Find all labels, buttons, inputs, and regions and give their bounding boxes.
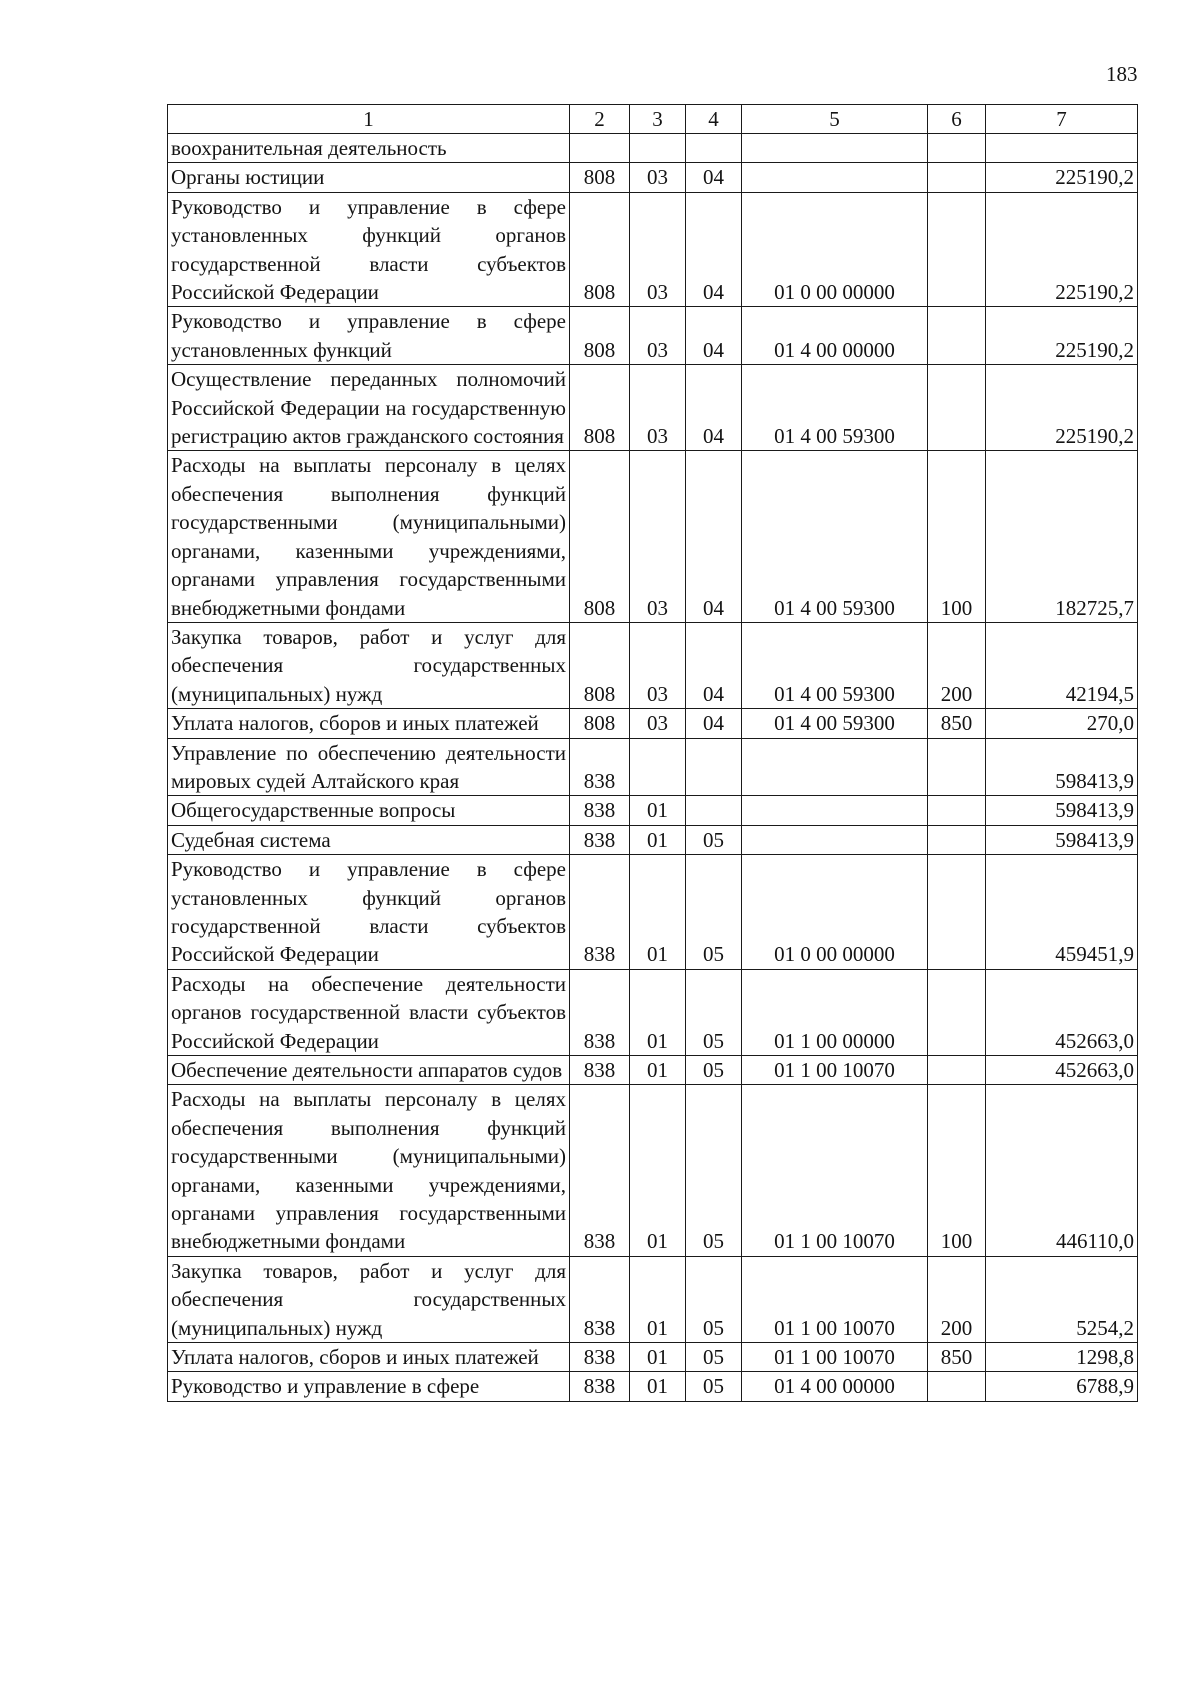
section-cell (630, 738, 686, 796)
section-cell: 01 (630, 1343, 686, 1372)
code-cell: 808 (570, 192, 630, 307)
section-cell: 01 (630, 1056, 686, 1085)
amount-cell: 6788,9 (986, 1372, 1138, 1401)
subsection-cell: 05 (686, 855, 742, 970)
row-name-cell: Судебная система (168, 825, 570, 854)
amount-cell: 182725,7 (986, 451, 1138, 622)
table-row (168, 1256, 1138, 1342)
subsection-cell: 04 (686, 451, 742, 622)
section-cell: 03 (630, 622, 686, 708)
budget-table (167, 104, 1138, 1402)
target-article-cell (742, 134, 928, 163)
row-name-cell: Руководство и управление в сфере установленных функций органов государственной власти субъектов Российской Федерации (168, 855, 570, 970)
section-cell: 01 (630, 1372, 686, 1401)
row-name-cell: Осуществление переданных полномочий Российской Федерации на государственную регистрацию актов гражданского состояния (168, 365, 570, 451)
expense-type-cell (928, 307, 986, 365)
target-article-cell: 01 1 00 10070 (742, 1056, 928, 1085)
amount-cell: 42194,5 (986, 622, 1138, 708)
table-row (168, 709, 1138, 738)
table-row (168, 969, 1138, 1055)
expense-type-cell: 100 (928, 451, 986, 622)
target-article-cell: 01 4 00 59300 (742, 622, 928, 708)
amount-cell: 225190,2 (986, 192, 1138, 307)
subsection-cell (686, 134, 742, 163)
expense-type-cell (928, 738, 986, 796)
row-name-cell: Уплата налогов, сборов и иных платежей (168, 1343, 570, 1372)
row-name-cell: Органы юстиции (168, 163, 570, 192)
code-cell: 808 (570, 451, 630, 622)
section-cell: 03 (630, 307, 686, 365)
code-cell: 808 (570, 365, 630, 451)
column-header: 4 (686, 105, 742, 134)
target-article-cell (742, 163, 928, 192)
target-article-cell: 01 0 00 00000 (742, 855, 928, 970)
table-body (168, 134, 1138, 1402)
subsection-cell: 04 (686, 307, 742, 365)
code-cell: 808 (570, 622, 630, 708)
code-cell: 838 (570, 1343, 630, 1372)
amount-cell: 270,0 (986, 709, 1138, 738)
expense-type-cell (928, 365, 986, 451)
amount-cell: 452663,0 (986, 969, 1138, 1055)
amount-cell: 459451,9 (986, 855, 1138, 970)
row-name-cell: Обеспечение деятельности аппаратов судов (168, 1056, 570, 1085)
expense-type-cell: 200 (928, 1256, 986, 1342)
section-cell (630, 134, 686, 163)
table-row (168, 1056, 1138, 1085)
table-header-row (168, 105, 1138, 134)
target-article-cell: 01 1 00 00000 (742, 969, 928, 1055)
target-article-cell: 01 4 00 00000 (742, 1372, 928, 1401)
subsection-cell: 05 (686, 1372, 742, 1401)
amount-cell: 225190,2 (986, 163, 1138, 192)
target-article-cell: 01 1 00 10070 (742, 1343, 928, 1372)
section-cell: 01 (630, 825, 686, 854)
subsection-cell: 04 (686, 192, 742, 307)
amount-cell: 225190,2 (986, 365, 1138, 451)
table-row (168, 192, 1138, 307)
row-name-cell: Уплата налогов, сборов и иных платежей (168, 709, 570, 738)
target-article-cell: 01 4 00 59300 (742, 709, 928, 738)
section-cell: 01 (630, 1085, 686, 1256)
code-cell: 838 (570, 1085, 630, 1256)
target-article-cell: 01 0 00 00000 (742, 192, 928, 307)
row-name-cell: воохранительная деятельность (168, 134, 570, 163)
subsection-cell: 05 (686, 1056, 742, 1085)
code-cell: 838 (570, 1256, 630, 1342)
section-cell: 03 (630, 709, 686, 738)
code-cell: 838 (570, 1056, 630, 1085)
table-row (168, 365, 1138, 451)
code-cell: 808 (570, 709, 630, 738)
table-row (168, 1085, 1138, 1256)
column-header: 2 (570, 105, 630, 134)
expense-type-cell (928, 969, 986, 1055)
subsection-cell (686, 738, 742, 796)
column-header: 1 (168, 105, 570, 134)
subsection-cell (686, 796, 742, 825)
expense-type-cell: 200 (928, 622, 986, 708)
table-row (168, 163, 1138, 192)
amount-cell: 225190,2 (986, 307, 1138, 365)
code-cell: 808 (570, 163, 630, 192)
table-row (168, 1343, 1138, 1372)
target-article-cell: 01 4 00 59300 (742, 451, 928, 622)
amount-cell: 5254,2 (986, 1256, 1138, 1342)
expense-type-cell: 850 (928, 1343, 986, 1372)
row-name-cell: Расходы на выплаты персоналу в целях обеспечения выполнения функций государственными (муниципальными) органами, казенными учреждениями, органами управления государственными внебюджетными фондами (168, 451, 570, 622)
subsection-cell: 05 (686, 1343, 742, 1372)
section-cell: 01 (630, 796, 686, 825)
expense-type-cell (928, 163, 986, 192)
table-row (168, 622, 1138, 708)
table-row (168, 855, 1138, 970)
column-header: 7 (986, 105, 1138, 134)
row-name-cell: Расходы на выплаты персоналу в целях обеспечения выполнения функций государственными (муниципальными) органами, казенными учреждениями, органами управления государственными внебюджетными фондами (168, 1085, 570, 1256)
amount-cell: 598413,9 (986, 796, 1138, 825)
row-name-cell: Общегосударственные вопросы (168, 796, 570, 825)
expense-type-cell (928, 855, 986, 970)
amount-cell: 598413,9 (986, 825, 1138, 854)
section-cell: 03 (630, 192, 686, 307)
column-header: 6 (928, 105, 986, 134)
amount-cell: 598413,9 (986, 738, 1138, 796)
table-row (168, 307, 1138, 365)
subsection-cell: 05 (686, 825, 742, 854)
code-cell: 838 (570, 796, 630, 825)
row-name-cell: Руководство и управление в сфере установленных функций (168, 307, 570, 365)
row-name-cell: Расходы на обеспечение деятельности органов государственной власти субъектов Российской Федерации (168, 969, 570, 1055)
table-row (168, 825, 1138, 854)
column-header: 3 (630, 105, 686, 134)
row-name-cell: Закупка товаров, работ и услуг для обеспечения государственных (муниципальных) нужд (168, 1256, 570, 1342)
subsection-cell: 05 (686, 1085, 742, 1256)
expense-type-cell (928, 1372, 986, 1401)
expense-type-cell (928, 134, 986, 163)
table-row (168, 1372, 1138, 1401)
code-cell (570, 134, 630, 163)
expense-type-cell (928, 192, 986, 307)
target-article-cell: 01 1 00 10070 (742, 1256, 928, 1342)
page-number: 183 (1106, 62, 1138, 86)
table-row (168, 134, 1138, 163)
expense-type-cell (928, 796, 986, 825)
target-article-cell: 01 1 00 10070 (742, 1085, 928, 1256)
row-name-cell: Руководство и управление в сфере (168, 1372, 570, 1401)
target-article-cell (742, 825, 928, 854)
table-row (168, 796, 1138, 825)
section-cell: 01 (630, 969, 686, 1055)
table-row (168, 738, 1138, 796)
subsection-cell: 05 (686, 1256, 742, 1342)
amount-cell: 446110,0 (986, 1085, 1138, 1256)
expense-type-cell: 100 (928, 1085, 986, 1256)
target-article-cell: 01 4 00 59300 (742, 365, 928, 451)
amount-cell: 1298,8 (986, 1343, 1138, 1372)
section-cell: 03 (630, 163, 686, 192)
expense-type-cell (928, 825, 986, 854)
subsection-cell: 04 (686, 163, 742, 192)
code-cell: 838 (570, 825, 630, 854)
code-cell: 838 (570, 855, 630, 970)
section-cell: 01 (630, 855, 686, 970)
target-article-cell (742, 796, 928, 825)
target-article-cell (742, 738, 928, 796)
row-name-cell: Управление по обеспечению деятельности мировых судей Алтайского края (168, 738, 570, 796)
subsection-cell: 04 (686, 622, 742, 708)
code-cell: 838 (570, 738, 630, 796)
row-name-cell: Руководство и управление в сфере установленных функций органов государственной власти субъектов Российской Федерации (168, 192, 570, 307)
amount-cell (986, 134, 1138, 163)
amount-cell: 452663,0 (986, 1056, 1138, 1085)
code-cell: 808 (570, 307, 630, 365)
section-cell: 01 (630, 1256, 686, 1342)
column-header: 5 (742, 105, 928, 134)
expense-type-cell: 850 (928, 709, 986, 738)
code-cell: 838 (570, 969, 630, 1055)
code-cell: 838 (570, 1372, 630, 1401)
table-row (168, 451, 1138, 622)
row-name-cell: Закупка товаров, работ и услуг для обеспечения государственных (муниципальных) нужд (168, 622, 570, 708)
section-cell: 03 (630, 451, 686, 622)
section-cell: 03 (630, 365, 686, 451)
subsection-cell: 05 (686, 969, 742, 1055)
target-article-cell: 01 4 00 00000 (742, 307, 928, 365)
expense-type-cell (928, 1056, 986, 1085)
subsection-cell: 04 (686, 709, 742, 738)
subsection-cell: 04 (686, 365, 742, 451)
